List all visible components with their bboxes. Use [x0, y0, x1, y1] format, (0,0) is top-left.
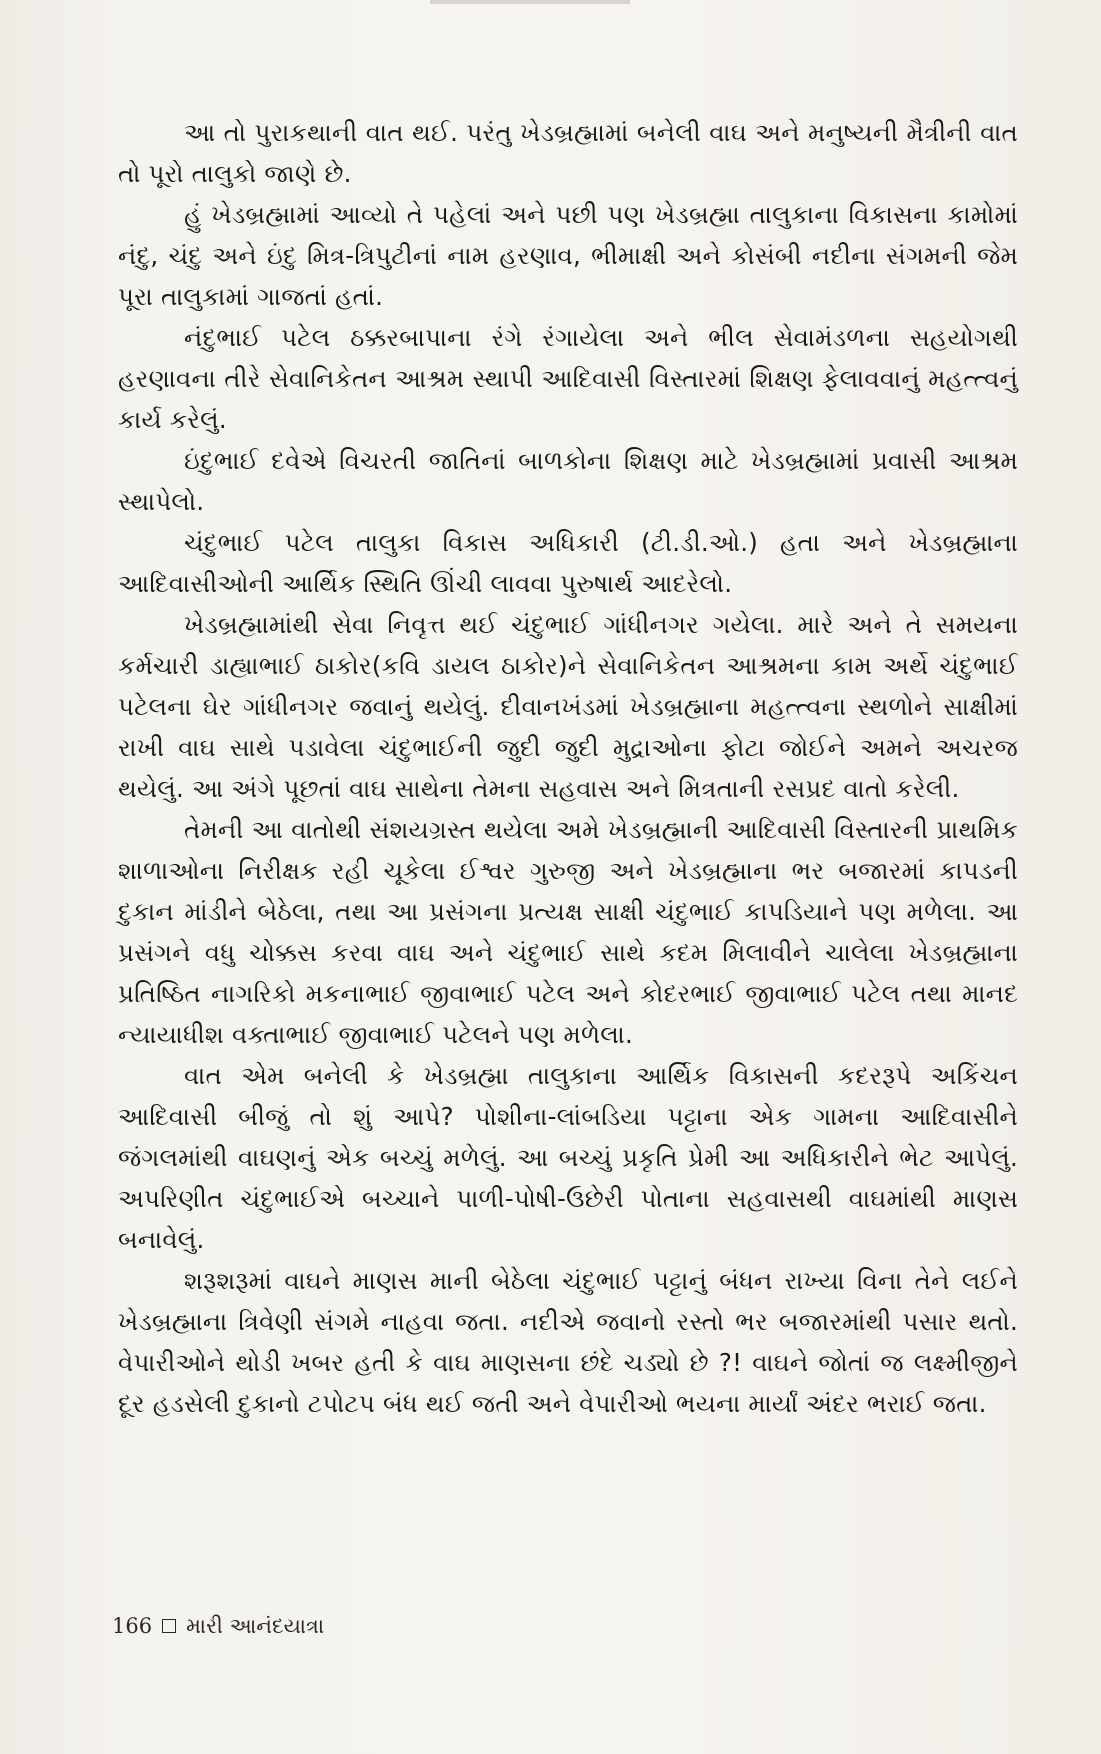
- paragraph: આ તો પુરાકથાની વાત થઈ. પરંતુ ખેડબ્રહ્મામાં બનેલી વાઘ અને મનુષ્યની મૈત્રીની વાત તો પૂરો તાલુકો જાણે છે.: [118, 118, 1018, 188]
- paragraph: ચંદુભાઈ પટેલ તાલુકા વિકાસ અધિકારી (ટી.ડી.ઓ.) હતા અને ખેડબ્રહ્માના આદિવાસીઓની આર્થિક સ્થિતિ ઊંચી લાવવા પુરુષાર્થ આદરેલો.: [118, 528, 1018, 598]
- paragraph: ઇંદુભાઈ દવેએ વિચરતી જાતિનાં બાળકોના શિક્ષણ માટે ખેડબ્રહ્મામાં પ્રવાસી આશ્રમ સ્થાપેલો.: [118, 446, 1018, 516]
- paragraph: વાત એમ બનેલી કે ખેડબ્રહ્મા તાલુકાના આર્થિક વિકાસની કદરરૂપે અકિંચન આદિવાસી બીજું તો શું આપે? પોશીના-લાંબડિયા પટ્ટાના એક ગામના આદિવાસીને જંગલમાંથી વાઘણનું એક બચ્ચું મળેલું. આ બચ્ચું પ્રકૃતિ પ્રેમી આ અધિકારીને ભેટ આપેલું. અપરિણીત ચંદુભાઈએ બચ્ચાને પાળી-પોષી-ઉછેરી પોતાના સહવાસથી વાઘમાંથી માણસ બનાવેલું.: [118, 1061, 1018, 1254]
- paragraph: હું ખેડબ્રહ્મામાં આવ્યો તે પહેલાં અને પછી પણ ખેડબ્રહ્મા તાલુકાના વિકાસના કામોમાં નંદુ, ચંદુ અને ઇંદુ મિત્ર-ત્રિપુટીનાં નામ હરણાવ, ભીમાક્ષી અને કોસંબી નદીના સંગમની જેમ પૂરા તાલુકામાં ગાજતાં હતાં.: [118, 200, 1018, 311]
- page-top-edge: [430, 0, 630, 4]
- body-text: [118, 112, 1018, 1424]
- paragraph: ખેડબ્રહ્મામાંથી સેવા નિવૃત્ત થઈ ચંદુભાઈ ગાંધીનગર ગયેલા. મારે અને તે સમયના કર્મચારી ડાહ્યાભાઈ ઠાકોર(કવિ ડાયલ ઠાકોર)ને સેવાનિકેતન આશ્રમના કામ અર્થે ચંદુભાઈ પટેલના ઘેર ગાંધીનગર જવાનું થયેલું. દીવાનખંડમાં ખેડબ્રહ્માના મહત્ત્વના સ્થળોને સાક્ષીમાં રાખી વાઘ સાથે પડાવેલા ચંદુભાઈની જુદી જુદી મુદ્રાઓના ફોટા જોઈને અમને અચરજ થયેલું. આ અંગે પૂછતાં વાઘ સાથેના તેમના સહવાસ અને મિત્રતાની રસપ્રદ વાતો કરેલી.: [118, 610, 1018, 803]
- paragraph: તેમની આ વાતોથી સંશયગ્રસ્ત થયેલા અમે ખેડબ્રહ્માની આદિવાસી વિસ્તારની પ્રાથમિક શાળાઓના નિરીક્ષક રહી ચૂકેલા ઈશ્વર ગુરુજી અને ખેડબ્રહ્માના ભર બજારમાં કાપડની દુકાન માંડીને બેઠેલા, તથા આ પ્રસંગના પ્રત્યક્ષ સાક્ષી ચંદુભાઈ કાપડિયાને પણ મળેલા. આ પ્રસંગને વધુ ચોક્કસ કરવા વાઘ અને ચંદુભાઈ સાથે કદમ મિલાવીને ચાલેલા ખેડબ્રહ્માના પ્રતિષ્ઠિત નાગરિકો મકનાભાઈ જીવાભાઈ પટેલ અને કોદરભાઈ જીવાભાઈ પટેલ તથા માનદ ન્યાયાધીશ વક્તાભાઈ જીવાભાઈ પટેલને પણ મળેલા.: [118, 815, 1018, 1049]
- square-outline-icon: [162, 1619, 176, 1633]
- book-title: મારી આનંદયાત્રા: [186, 1614, 325, 1638]
- page-footer: [112, 1612, 324, 1640]
- paragraph: નંદુભાઈ પટેલ ઠક્કરબાપાના રંગે રંગાયેલા અને ભીલ સેવામંડળના સહયોગથી હરણાવના તીરે સેવાનિકેતન આશ્રમ સ્થાપી આદિવાસી વિસ્તારમાં શિક્ષણ ફેલાવવાનું મહત્ત્વનું કાર્ય કરેલું.: [118, 323, 1018, 434]
- page-number: 166: [112, 1614, 153, 1638]
- paragraph: શરૂશરૂમાં વાઘને માણસ માની બેઠેલા ચંદુભાઈ પટ્ટાનું બંધન રાખ્યા વિના તેને લઈને ખેડબ્રહ્માના ત્રિવેણી સંગમે નાહવા જતા. નદીએ જવાનો રસ્તો ભર બજારમાંથી પસાર થતો. વેપારીઓને થોડી ખબર હતી કે વાઘ માણસના છંદે ચડ્યો છે ?! વાઘને જોતાં જ લક્ષ્મીજીને દૂર હડસેલી દુકાનો ટપોટપ બંધ થઈ જતી અને વેપારીઓ ભયના માર્યાં અંદર ભરાઈ જતા.: [118, 1266, 1018, 1418]
